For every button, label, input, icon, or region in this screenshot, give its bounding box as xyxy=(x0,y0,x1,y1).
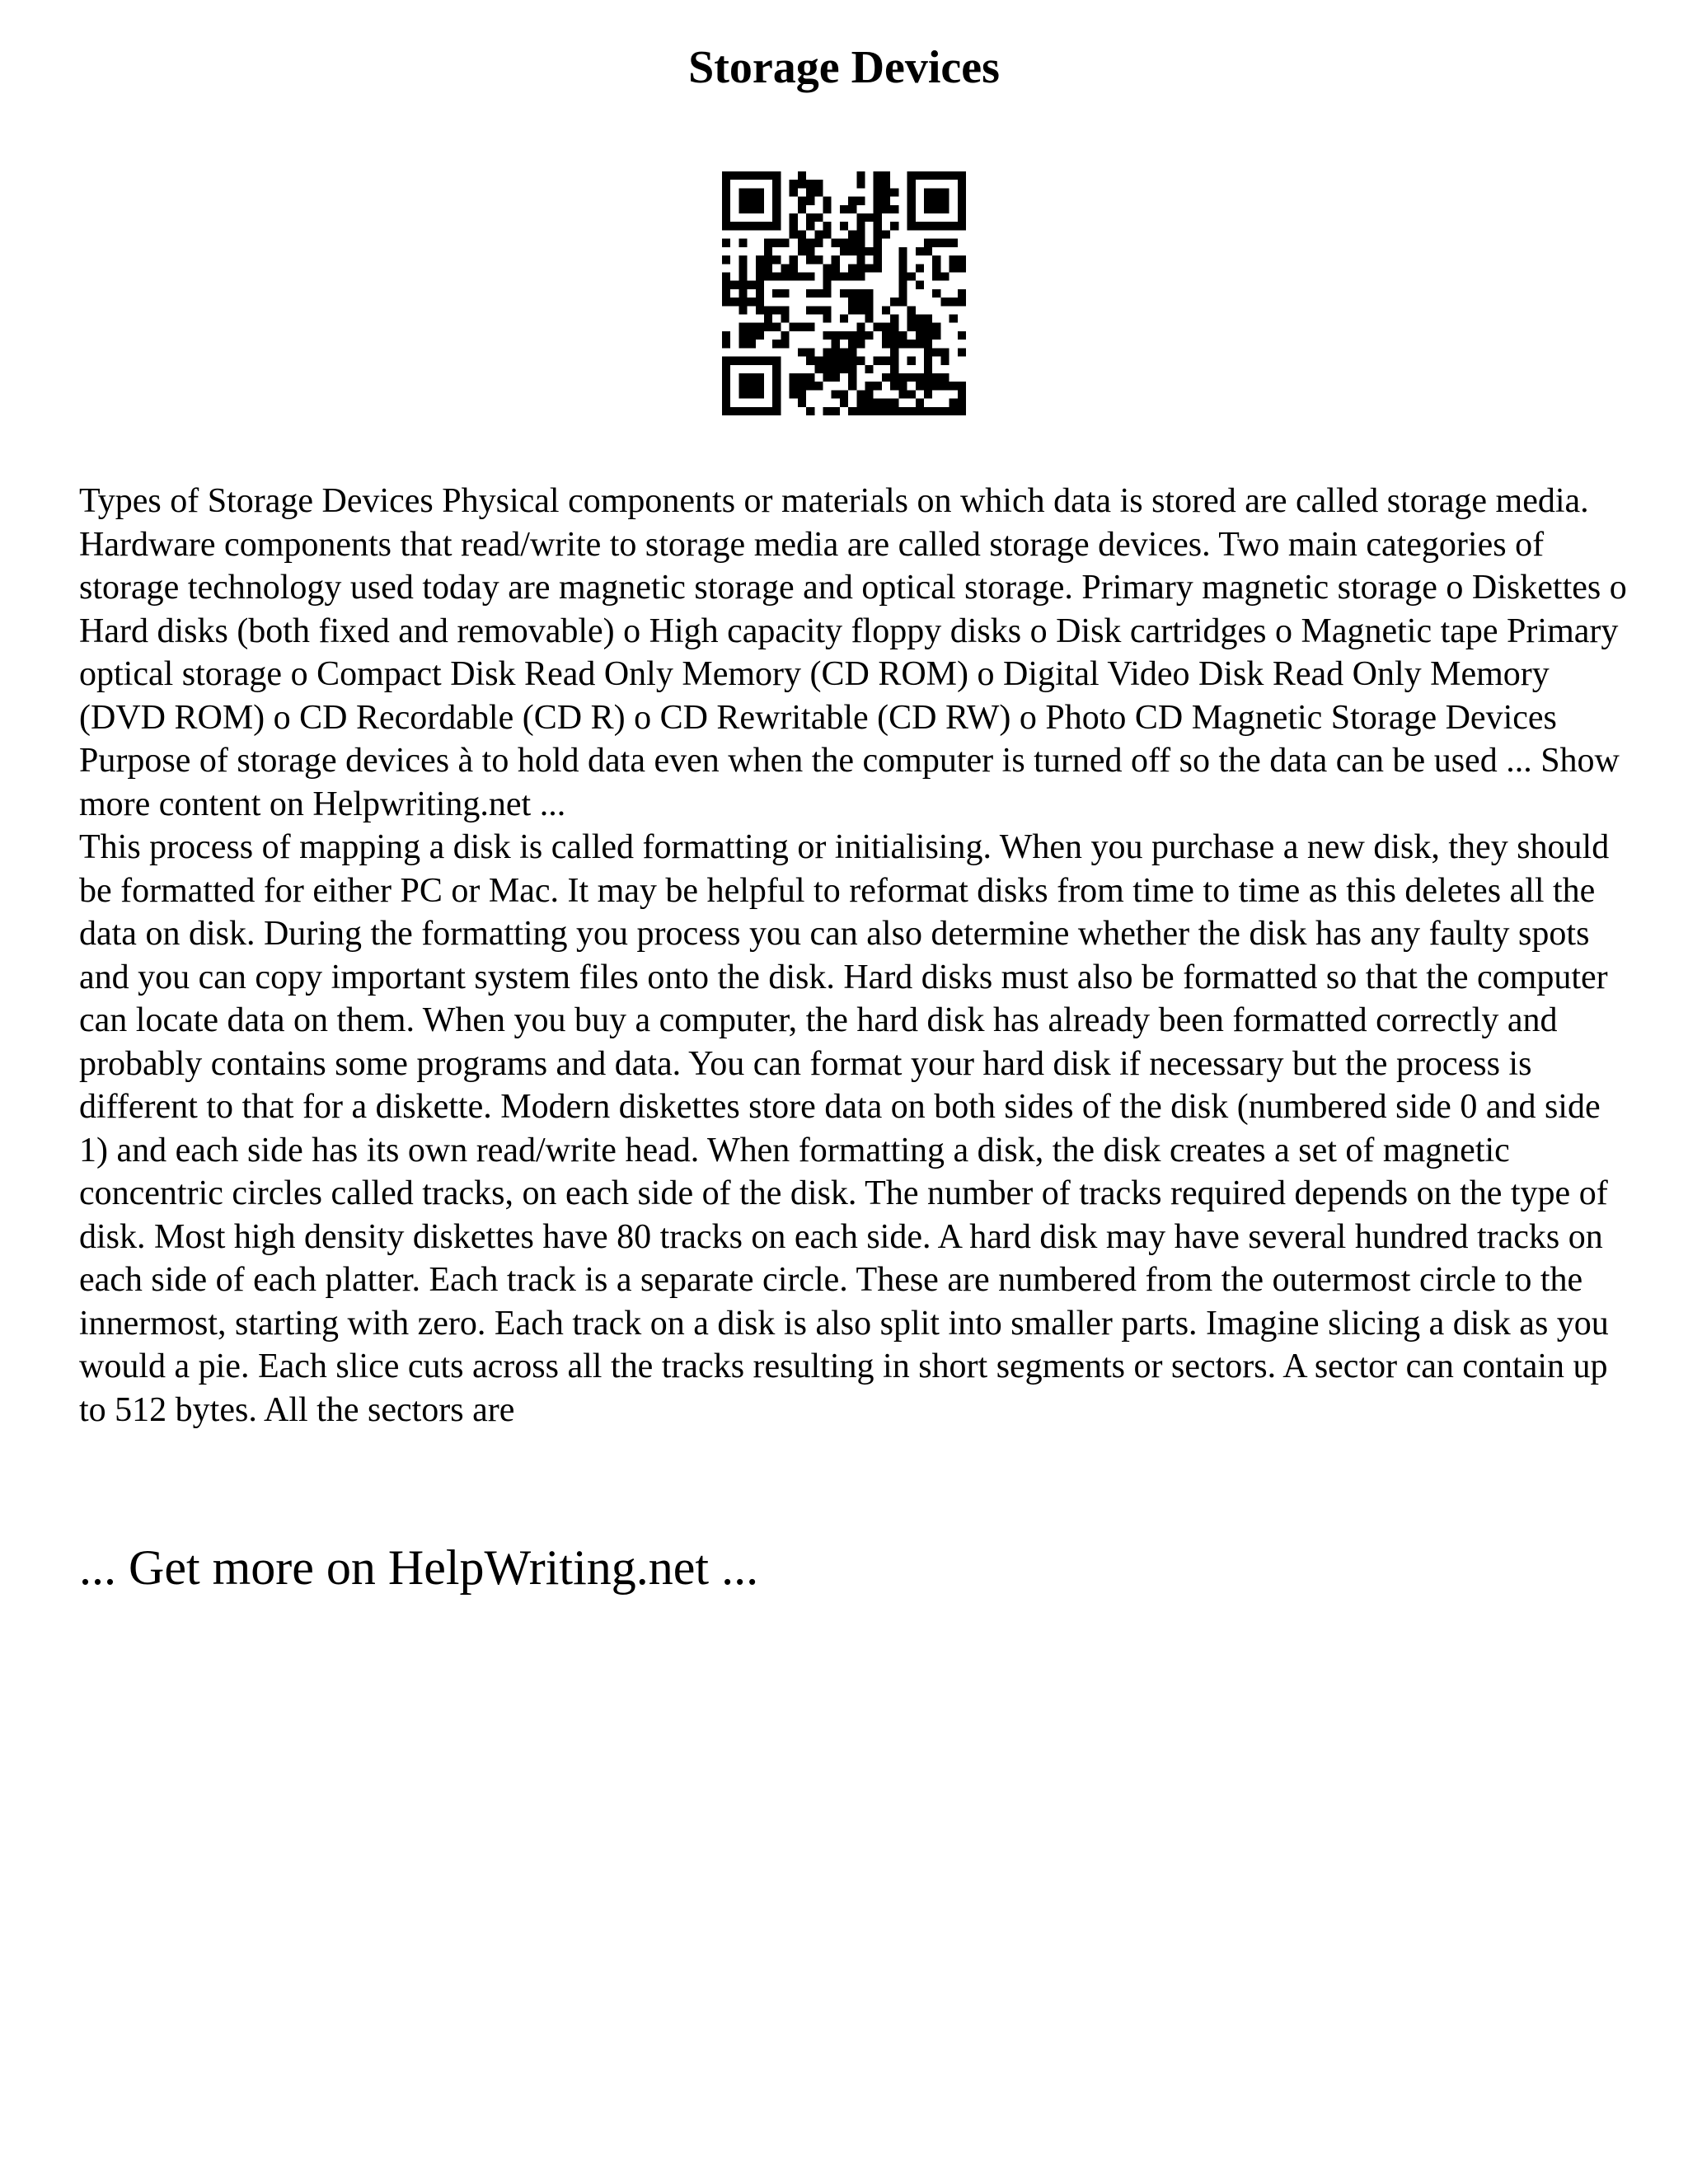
paragraph-1: Types of Storage Devices Physical components or materials on which data is stored are called storage media. Hardware components that read/write to storage media are called storage devices. Two main categories of storage technology used today are magnetic storage and optical storage. Primary magnetic storage o Diskettes o Hard disks (both fixed and removable) o High capacity floppy disks o Disk cartridges o Magnetic tape Primary optical storage o Compact Disk Read Only Memory (CD ROM) o Digital Video Disk Read Only Memory (DVD ROM) o CD Recordable (CD R) o CD Rewritable (CD RW) o Photo CD Magnetic Storage Devices Purpose of storage devices à to hold data even when the computer is turned off so the data can be used ... Show more content on Helpwriting.net ... xyxy=(79,482,1627,823)
qr-code[interactable] xyxy=(722,171,966,415)
page-title: Storage Devices xyxy=(688,42,1000,93)
get-more-link[interactable]: ... Get more on HelpWriting.net ... xyxy=(79,1540,759,1595)
paragraph-2: This process of mapping a disk is called formatting or initialising. When you purchase a new disk, they should be formatted for either PC or Mac. It may be helpful to reformat disks from time to time as this deletes all the data on disk. During the formatting you process you can also determine whether the disk has any faulty spots and you can copy important system files onto the disk. Hard disks must also be formatted so that the computer can locate data on them. When you buy a computer, the hard disk has already been formatted correctly and probably contains some programs and data. You can format your hard disk if necessary but the process is different to that for a diskette. Modern diskettes store data on both sides of the disk (numbered side 0 and side 1) and each side has its own read/write head. When formatting a disk, the disk creates a set of magnetic concentric circles called tracks, on each side of the disk. The number of tracks required depends on the type of disk. Most high density diskettes have 80 tracks on each side. A hard disk may have several hundred tracks on each side of each platter. Each track is a separate circle. These are numbered from the outermost circle to the innermost, starting with zero. Each track on a disk is also split into smaller parts. Imagine slicing a disk as you would a pie. Each slice cuts across all the tracks resulting in short segments or sectors. A sector can contain up to 512 bytes. All the sectors are xyxy=(79,828,1610,1429)
qr-code-icon xyxy=(722,171,966,415)
article-body xyxy=(79,480,1629,1432)
